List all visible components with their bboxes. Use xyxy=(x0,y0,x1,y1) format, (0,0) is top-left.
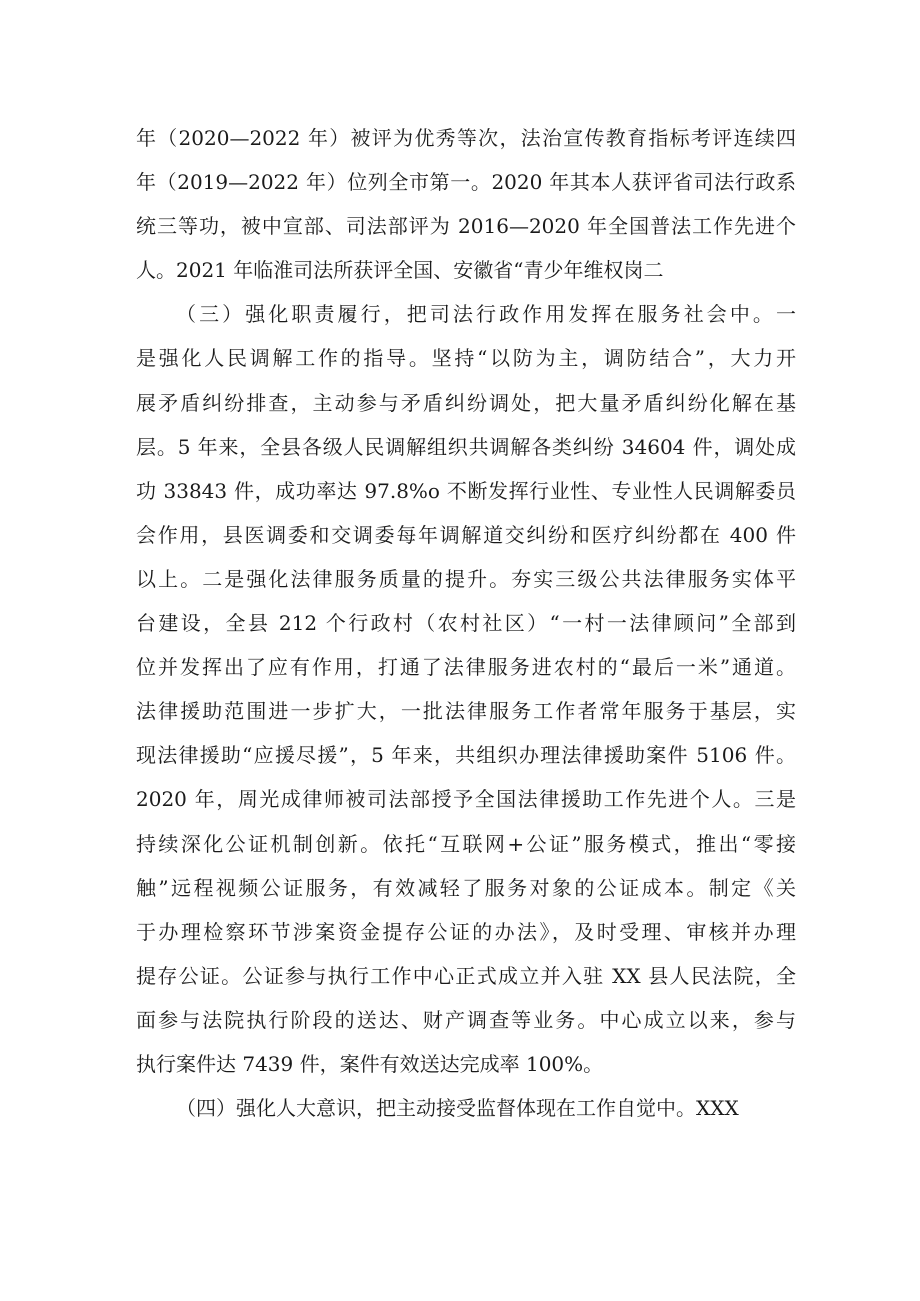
paragraph-line: 功 33843 件，成功率达 97.8%o 不断发挥行业性、专业性人民调解委员 xyxy=(136,478,796,503)
paragraph-line: 台建设，全县 212 个行政村（农村社区）“一村一法律顾问”全部到 xyxy=(136,611,796,636)
section-heading-line: （三）强化职责履行，把司法行政作用发挥在服务社会中。一 xyxy=(176,302,796,327)
paragraph-line: 法律援助范围进一步扩大，一批法律服务工作者常年服务于基层，实 xyxy=(136,699,796,724)
paragraph-line: 是强化人民调解工作的指导。坚持“以防为主，调防结合”，大力开 xyxy=(136,346,796,371)
paragraph-line: 以上。二是强化法律服务质量的提升。夯实三级公共法律服务实体平 xyxy=(136,566,796,591)
section-four-paragraph xyxy=(136,1086,796,1130)
paragraph-line: 现法律援助“应援尽援”，5 年来，共组织办理法律援助案件 5106 件。 xyxy=(136,743,796,768)
paragraph-line: 2020 年，周光成律师被司法部授予全国法律援助工作先进个人。三是 xyxy=(136,787,796,812)
paragraph-line: 执行案件达 7439 件，案件有效送达完成率 100%。 xyxy=(136,1051,604,1076)
paragraph-line: 年（2020—2022 年）被评为优秀等次，法治宣传教育指标考评连续四 xyxy=(136,126,796,150)
paragraph-line: 层。5 年来，全县各级人民调解组织共调解各类纠纷 34604 件，调处成 xyxy=(136,434,796,459)
paragraph-line: 位并发挥出了应有作用，打通了法律服务进农村的“最后一米”通道。 xyxy=(136,655,796,680)
paragraph-line: 于办理检察环节涉案资金提存公证的办法》，及时受理、审核并办理 xyxy=(136,919,796,944)
paragraph-line: 统三等功，被中宣部、司法部评为 2016—2020 年全国普法工作先进个 xyxy=(136,214,796,239)
paragraph-line: 持续深化公证机制创新。依托“互联网+公证”服务模式，推出“零接 xyxy=(136,831,796,856)
paragraph-line: 提存公证。公证参与执行工作中心正式成立并入驻 XX 县人民法院，全 xyxy=(136,963,796,988)
paragraph-line: 年（2019—2022 年）位列全市第一。2020 年其本人获评省司法行政系 xyxy=(136,170,796,195)
paragraph-line: 面参与法院执行阶段的送达、财产调查等业务。中心成立以来，参与 xyxy=(136,1007,796,1032)
paragraph-line: 展矛盾纠纷排查，主动参与矛盾纠纷调处，把大量矛盾纠纷化解在基 xyxy=(136,390,796,415)
intro-paragraph xyxy=(136,116,796,292)
section-three-paragraph xyxy=(136,292,796,1086)
document-body xyxy=(136,116,796,1130)
section-heading-line: （四）强化人大意识，把主动接受监督体现在工作自觉中。XXX xyxy=(176,1096,739,1121)
paragraph-line: 触”远程视频公证服务，有效减轻了服务对象的公证成本。制定《关 xyxy=(136,875,796,900)
paragraph-line: 人。2021 年临淮司法所获评全国、安徽省“青少年维权岗二 xyxy=(136,258,664,283)
paragraph-line: 会作用，县医调委和交调委每年调解道交纠纷和医疗纠纷都在 400 件 xyxy=(136,522,796,547)
